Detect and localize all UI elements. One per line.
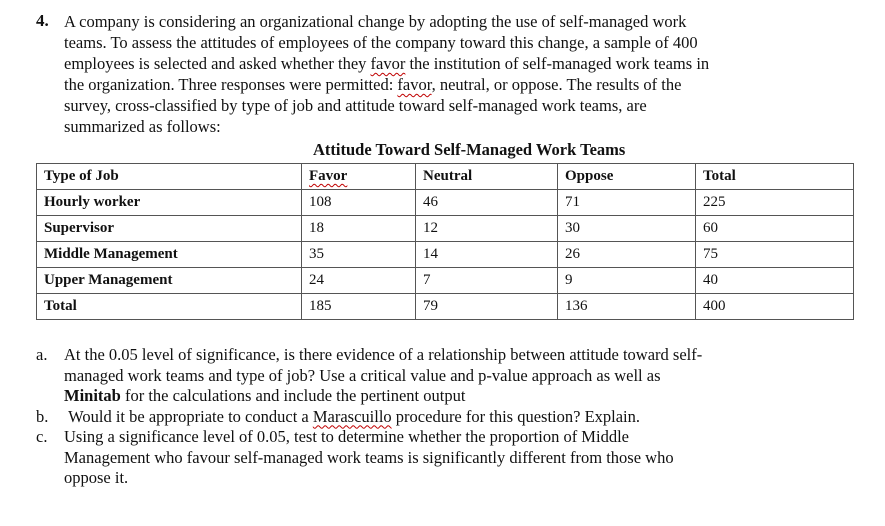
cell: 12 (416, 216, 558, 242)
table-title: Attitude Toward Self-Managed Work Teams (313, 140, 626, 159)
intro-line: survey, cross-classified by type of job and attitude toward self-managed work teams, are (64, 96, 647, 115)
marascuillo-word: Marascuillo (312, 406, 392, 426)
favor-word: favor (370, 54, 406, 73)
row-label: Supervisor (37, 216, 302, 242)
question-number: 4. (36, 11, 49, 30)
header-cell-type-of-job: Type of Job (37, 164, 302, 190)
header-favor-text: Favor (309, 168, 348, 184)
cell: 136 (558, 294, 696, 320)
part-b-text: procedure for this question? Explain. (391, 406, 641, 426)
intro-line-favor: employees is selected and asked whether they favor the institution of self-managed work teams in (64, 54, 710, 73)
intro-line: teams. To assess the attitudes of employees of the company toward this change, a sample of 400 (64, 33, 698, 52)
cell: 400 (696, 294, 854, 320)
header-cell-favor (302, 164, 416, 190)
cell: 26 (558, 242, 696, 268)
row-label: Hourly worker (37, 190, 302, 216)
contingency-table (36, 163, 854, 320)
part-label: c. (36, 427, 48, 446)
part-c (36, 427, 856, 489)
cell: 35 (302, 242, 416, 268)
cell: 14 (416, 242, 558, 268)
question-intro (64, 11, 864, 137)
table-row-total (37, 294, 854, 320)
part-label: b. (36, 406, 49, 426)
part-a-text: for the calculations and include the pertinent output (120, 386, 466, 405)
cell: 46 (416, 190, 558, 216)
cell: 108 (302, 190, 416, 216)
row-label: Middle Management (37, 242, 302, 268)
part-b-text: Would it be appropriate to conduct a (68, 406, 313, 426)
cell: 79 (416, 294, 558, 320)
intro-line: A company is considering an organizational change by adopting the use of self-managed work (64, 12, 687, 31)
part-a-line (64, 386, 856, 407)
cell: 71 (558, 190, 696, 216)
part-b-line (64, 407, 856, 428)
part-a-line: managed work teams and type of job? Use a critical value and p-value approach as well as (64, 365, 661, 385)
intro-line: summarized as follows: (64, 117, 221, 136)
cell: 40 (696, 268, 854, 294)
part-c-line: oppose it. (64, 468, 129, 487)
part-c-line: Using a significance level of 0.05, test to determine whether the proportion of Middle (64, 427, 629, 446)
header-cell-oppose: Oppose (558, 164, 696, 190)
minitab-bold: Minitab (64, 386, 121, 405)
table-row (37, 268, 854, 294)
favor-word: favor (397, 75, 432, 94)
table-row (37, 242, 854, 268)
cell: 185 (302, 294, 416, 320)
cell: 30 (558, 216, 696, 242)
part-a-line: At the 0.05 level of significance, is there evidence of a relationship between attitude toward self- (64, 345, 703, 364)
row-label: Upper Management (37, 268, 302, 294)
header-cell-total: Total (696, 164, 854, 190)
table-row (37, 216, 854, 242)
part-label: a. (36, 345, 48, 364)
question-parts (36, 345, 856, 489)
cell: 75 (696, 242, 854, 268)
cell: 9 (558, 268, 696, 294)
header-cell-neutral: Neutral (416, 164, 558, 190)
cell: 60 (696, 216, 854, 242)
cell: 24 (302, 268, 416, 294)
row-label: Total (37, 294, 302, 320)
table-header-row (37, 164, 854, 190)
cell: 18 (302, 216, 416, 242)
part-b (36, 407, 856, 428)
cell: 7 (416, 268, 558, 294)
cell: 225 (696, 190, 854, 216)
part-c-line: Management who favour self-managed work teams is significantly different from those who (64, 447, 674, 467)
part-a (36, 345, 856, 407)
table-row (37, 190, 854, 216)
intro-line-favor: the organization. Three responses were permitted: favor, neutral, or oppose. The results of the (64, 75, 682, 94)
